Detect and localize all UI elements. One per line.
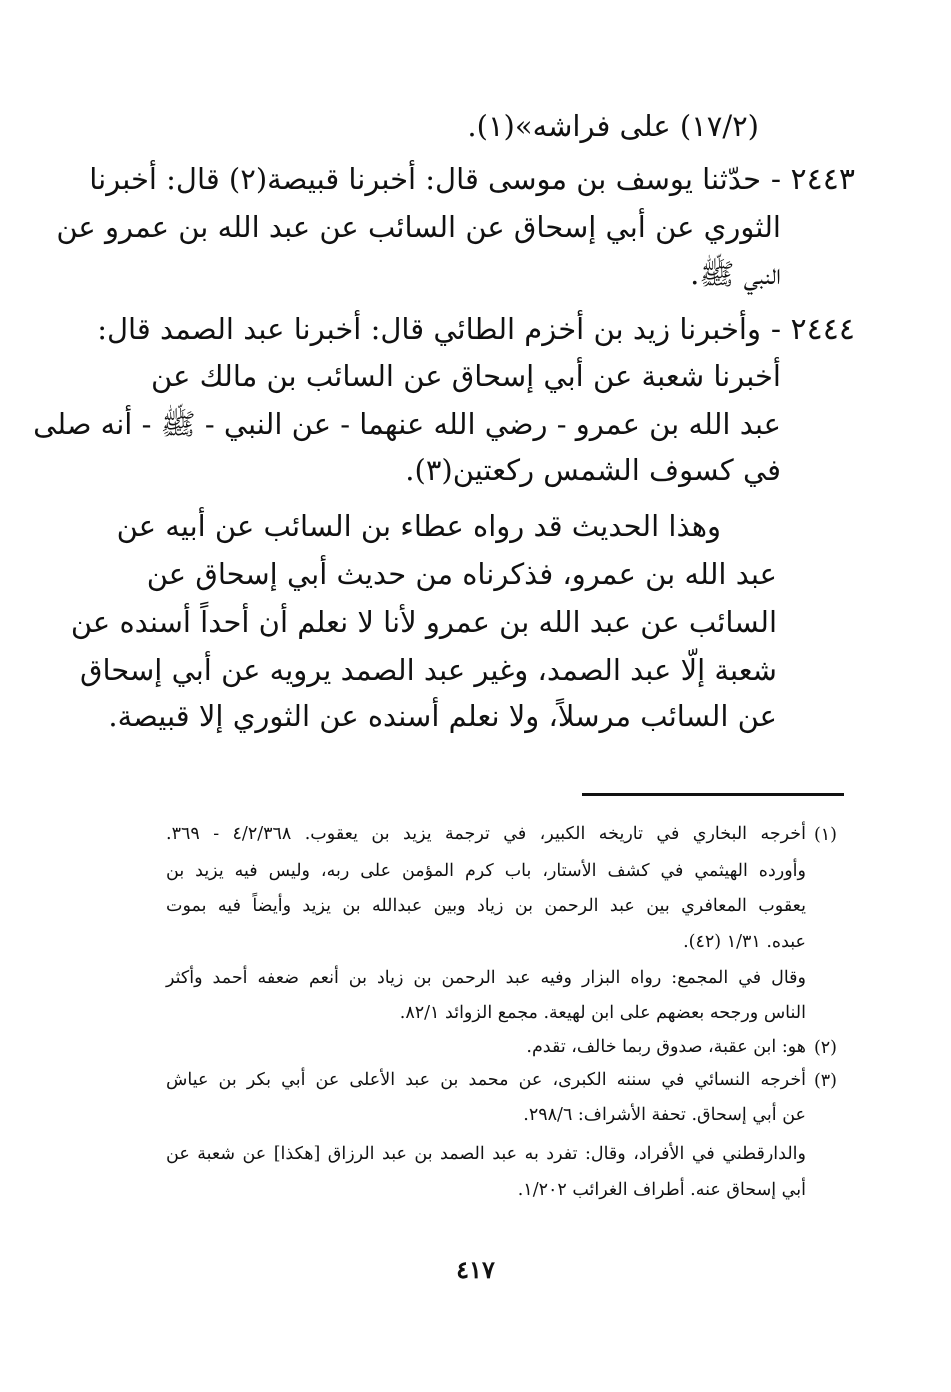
commentary-line-3: السائب عن عبد الله بن عمرو لأنا لا نعلم أن أحداً أسنده عن	[70, 605, 777, 639]
hadith-2443-line-2: الثوري عن أبي إسحاق عن السائب عن عبد الله بن عمرو عن	[56, 210, 781, 244]
hadith-number-2443: ٢٤٤٣ -	[770, 162, 855, 197]
footnote-3-line-1: أخرجه النسائي في سننه الكبرى، عن محمد بن عبد الأعلى عن أبي بكر بن عياش	[166, 1070, 806, 1090]
footnote-3-line-4: أبي إسحاق عنه. أطراف الغرائب ١/٢٠٢.	[517, 1180, 806, 1200]
page-number: ٤١٧	[456, 1255, 495, 1284]
commentary-line-2: عبد الله بن عمرو، فذكرناه من حديث أبي إسحاق عن	[146, 557, 777, 591]
commentary-line-4: شعبة إلّا عبد الصمد، وغير عبد الصمد يرويه عن أبي إسحاق	[79, 653, 777, 687]
hadith-2444-line-4: في كسوف الشمس ركعتين(٣).	[405, 453, 781, 487]
hadith-2444-line-1: وأخبرنا زيد بن أخزم الطائي قال: أخبرنا عبد الصمد قال:	[97, 312, 761, 346]
hadith-2444-line-3: عبد الله بن عمرو - رضي الله عنهما - عن النبي - ﷺ - أنه صلى	[33, 407, 781, 441]
footnote-1-line-6: الناس ورجحه بعضهم على ابن لهيعة. مجمع الزوائد ٨٢/١.	[399, 1003, 806, 1023]
footnote-1-line-5: وقال في المجمع: رواه البزار وفيه عبد الرحمن بن زياد بن أنعم ضعفه أحمد وأكثر	[166, 968, 806, 988]
hadith-2443-line-3: النبي ﷺ.	[690, 257, 781, 291]
commentary-line-5: عن السائب مرسلاً، ولا نعلم أسنده عن الثوري إلا قبيصة.	[108, 699, 777, 733]
footnote-3-line-2: عن أبي إسحاق. تحفة الأشراف: ٢٩٨/٦.	[523, 1105, 806, 1125]
hadith-number-2444: ٢٤٤٤ -	[770, 312, 855, 347]
footnote-1-line-2: وأورده الهيثمي في كشف الأستار، باب كرم المؤمن على ربه، وليس فيه يزيد بن	[166, 861, 806, 881]
footnote-1-line-4: عبده. ١/٣١ (٤٢).	[683, 932, 806, 952]
footnote-2-number: (٢)	[813, 1038, 837, 1058]
footnote-3-number: (٣)	[813, 1071, 837, 1091]
commentary-line-1: وهذا الحديث قد رواه عطاء بن السائب عن أبيه عن	[116, 509, 721, 543]
footnote-1-line-3: يعقوب المعافري بين عبد الرحمن بن زياد وبين عبدالله بن يزيد وأيضاً فيه بموت	[166, 896, 806, 916]
hadith-2443-line-1: حدّثنا يوسف بن موسى قال: أخبرنا قبيصة(٢) قال: أخبرنا	[89, 162, 761, 196]
footnote-2-line: هو: ابن عقبة، صدوق ربما خالف، تقدم.	[526, 1037, 806, 1057]
footnote-1-line-1: أخرجه البخاري في تاريخه الكبير، في ترجمة يزيد بن يعقوب. ٤/٢/٣٦٨ - ٣٦٩.	[166, 824, 806, 844]
footnote-3-line-3: والدارقطني في الأفراد، وقال: تفرد به عبد الصمد بن عبد الرزاق [هكذا] عن شعبة عن	[166, 1144, 806, 1164]
footnote-1-number: (١)	[813, 825, 837, 845]
footnote-separator	[582, 793, 844, 796]
continuation-line: (١٧/٢) على فراشه»(١).	[467, 109, 759, 143]
hadith-2444-line-2: أخبرنا شعبة عن أبي إسحاق عن السائب بن مالك عن	[151, 359, 781, 393]
